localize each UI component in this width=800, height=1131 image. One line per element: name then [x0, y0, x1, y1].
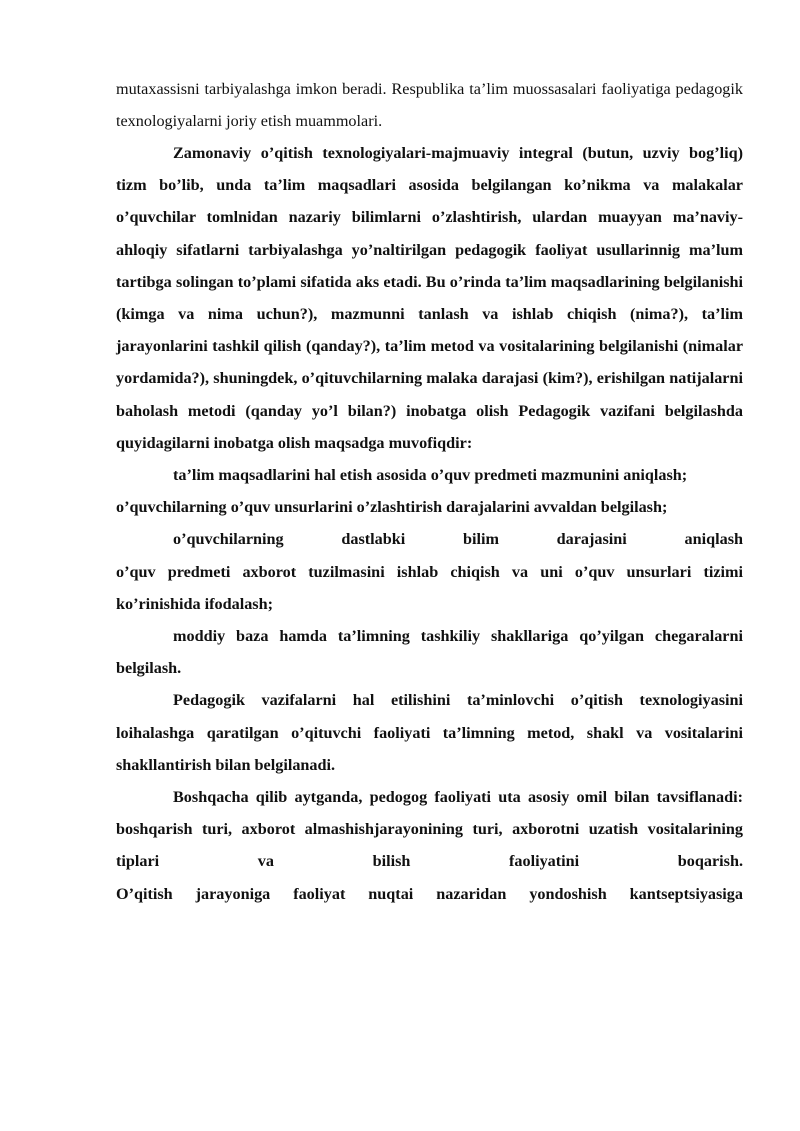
list-item-define-content: ta’lim maqsadlarini hal etish asosida o’quv predmeti mazmunini aniqlash;: [173, 466, 688, 485]
list-item-material-base: moddiy baza hamda ta’limning tashkiliy shakllariga qo’yilgan chegaralarni belgilash.: [116, 627, 743, 678]
list-item-information-structure: o’quv predmeti axborot tuzilmasini ishlab chiqish va uni o’quv unsurlari tizimi ko’rinishida ifodalash;: [116, 562, 743, 613]
intro-paragraph: mutaxassisni tarbiyalashga imkon beradi. Respublika ta’lim muossasalari faoliyatiga pedagogik texnologiyalarni joriy etish muammolari.: [116, 80, 743, 130]
paragraph-activity-approach: O’qitish jarayoniga faoliyat nuqtai nazaridan yondoshish kantseptsiyasiga: [116, 884, 743, 903]
paragraph-modern-technologies: Zamonaviy o’qitish texnologiyalari-majmuaviy integral (butun, uzviy bog’liq) tizm bo’lib, unda ta’lim maqsadlari asosida belgilangan ko’nikma va malakalar o’quvchilar tomlnidan nazariy bilimlarni o’zlashtirish, ulardan muayyan ma’naviy- ahloqiy sifatlarni tarbiyalashga yo’naltirilgan pedagogik faoliyat usullarinnig ma’lum tartibga solingan to’plami sifatida aks etadi. Bu o’rinda ta’lim maqsadlarining belgilanishi (kimga va nima uchun?), mazmunni tanlash va ishlab chiqish (nima?), ta’lim jarayonlarini tashkil qilish (qanday?), ta’lim metod va vositalarining belgilanishi (nimalar yordamida?), shuningdek, o’qituvchilarning malaka darajasi (kim?), erishilgan natijalarni baholash metodi (qanday yo’l bilan?) inobatga olish Pedagogik vazifani belgilashda quyidagilarni inobatga olish maqsadga muvofiqdir:: [116, 144, 743, 452]
paragraph-pedagogue-activity: Boshqacha qilib aytganda, pedogog faoliyati uta asosiy omil bilan tavsiflanadi: boshqarish turi, axborot almashishjarayonining turi, axborotni uzatish vositalarining tiplari va bilish faoliyatini boqarish.: [116, 788, 743, 871]
paragraph-pedagogical-tasks: Pedagogik vazifalarni hal etilishini ta’minlovchi o’qitish texnologiyasini loihalashga qaratilgan o’qituvchi faoliyati ta’limning metod, shakl va vositalarini shakllantirish bilan belgilanadi.: [116, 691, 743, 774]
document-page: [116, 74, 743, 910]
list-item-define-levels: o’quvchilarning o’quv unsurlarini o’zlashtirish darajalarini avvaldan belgilash;: [116, 498, 668, 517]
list-item-initial-knowledge: o’quvchilarning dastlabki bilim darajasini aniqlash: [173, 530, 743, 549]
